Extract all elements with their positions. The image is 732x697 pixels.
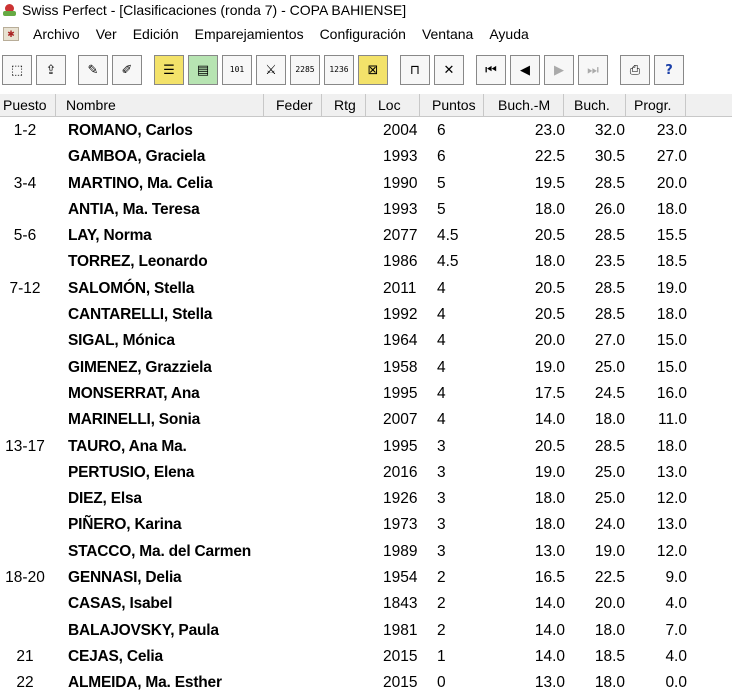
cell-buchm: 14.0 [534, 595, 565, 613]
cell-nombre: ROMANO, Carlos [68, 122, 193, 139]
cell-nombre: CASAS, Isabel [68, 595, 173, 613]
header-buch[interactable]: Buch. [564, 94, 626, 116]
cell-progr: 15.0 [656, 358, 687, 376]
cell-nombre: TORREZ, Leonardo [68, 253, 208, 271]
cell-progr: 13.0 [656, 516, 687, 534]
cell-buchm: 20.5 [534, 227, 565, 245]
table-row[interactable] [0, 485, 732, 511]
help-icon[interactable]: ? [654, 55, 684, 85]
cell-progr: 11.0 [657, 411, 687, 429]
cell-loc: 1992 [383, 306, 418, 324]
cell-puntos: 4 [437, 411, 446, 429]
cell-puesto: 13-17 [5, 437, 45, 455]
cell-puntos: 1 [437, 647, 446, 665]
cell-loc: 1958 [383, 358, 418, 376]
pen-icon[interactable]: ✎ [78, 55, 108, 85]
menu-edicion[interactable]: Edición [132, 26, 179, 42]
cell-buchm: 18.0 [534, 490, 565, 508]
cell-nombre: GENNASI, Delia [68, 569, 182, 587]
cell-buchm: 20.0 [534, 332, 565, 350]
cell-puntos: 3 [437, 437, 446, 455]
cell-nombre: DIEZ, Elsa [68, 490, 142, 508]
cell-puesto [0, 617, 50, 643]
cell-nombre: LAY, Norma [68, 227, 152, 245]
cell-progr: 20.0 [656, 174, 687, 192]
cell-loc: 2004 [383, 122, 418, 139]
cell-puesto [0, 590, 50, 616]
cell-progr: 4.0 [665, 595, 687, 613]
cell-puntos: 3 [437, 490, 446, 508]
scissors-icon[interactable]: ✕ [434, 55, 464, 85]
cell-progr: 18.0 [656, 306, 687, 324]
window-title: Swiss Perfect - [Clasificaciones (ronda 7) - COPA BAHIENSE] [22, 2, 407, 18]
table-row[interactable] [0, 301, 732, 327]
cell-loc: 2077 [383, 227, 418, 245]
cell-loc: 1964 [383, 332, 418, 350]
cell-buch: 23.5 [594, 253, 625, 271]
cell-buch: 19.0 [594, 542, 625, 560]
cell-puesto: 1-2 [13, 122, 37, 139]
cell-puesto [0, 406, 50, 432]
menu-configuracion[interactable]: Configuración [319, 26, 406, 42]
cell-puesto [0, 196, 50, 222]
cell-progr: 16.0 [656, 384, 687, 402]
cell-nombre: PERTUSIO, Elena [68, 463, 195, 481]
table-row[interactable] [0, 327, 732, 353]
cell-puntos: 4 [437, 332, 446, 350]
cell-puesto [0, 380, 50, 406]
cell-puesto: 7-12 [9, 279, 41, 297]
cell-progr: 15.5 [656, 227, 687, 245]
cell-buchm: 16.5 [534, 569, 565, 587]
cell-puesto [0, 248, 50, 274]
cell-loc: 1926 [383, 490, 418, 508]
cell-puesto [0, 459, 50, 485]
import-icon[interactable]: ⇪ [36, 55, 66, 85]
cell-buch: 32.0 [594, 122, 625, 139]
cell-buchm: 14.0 [534, 647, 565, 665]
table-row[interactable] [0, 643, 732, 669]
cell-loc: 1995 [383, 437, 418, 455]
cell-buchm: 20.5 [534, 306, 565, 324]
cell-puesto: 18-20 [5, 569, 45, 587]
cell-nombre: ALMEIDA, Ma. Esther [68, 674, 222, 692]
cell-loc: 2015 [383, 674, 418, 692]
cell-loc: 2015 [383, 647, 418, 665]
cell-puntos: 4.5 [437, 253, 459, 271]
cell-puesto [0, 354, 50, 380]
table-row[interactable] [0, 275, 732, 301]
header-progr[interactable]: Progr. [626, 94, 686, 116]
column-header [0, 94, 732, 117]
cell-nombre: CEJAS, Celia [68, 647, 163, 665]
cell-nombre: SALOMÓN, Stella [68, 279, 195, 297]
table-row[interactable] [0, 590, 732, 616]
menu-ventana[interactable]: Ventana [421, 26, 474, 42]
table-row[interactable] [0, 222, 732, 248]
cell-puntos: 3 [437, 463, 446, 481]
cell-nombre: BALAJOVSKY, Paula [68, 621, 219, 639]
cell-buchm: 20.5 [534, 437, 565, 455]
cell-puntos: 4.5 [437, 227, 459, 245]
cell-buchm: 23.0 [534, 122, 565, 139]
table-row[interactable] [0, 669, 732, 695]
table-row[interactable] [0, 406, 732, 432]
cell-buch: 28.5 [594, 174, 625, 192]
cell-buch: 30.5 [594, 148, 625, 166]
standings-table [0, 117, 732, 696]
table-row[interactable] [0, 380, 732, 406]
header-nombre[interactable]: Nombre [56, 94, 264, 116]
cell-nombre: MONSERRAT, Ana [68, 384, 200, 402]
binary-icon[interactable]: 101 [222, 55, 252, 85]
header-loc[interactable]: Loc [366, 94, 420, 116]
cell-nombre: SIGAL, Mónica [68, 332, 175, 350]
cell-buch: 22.5 [594, 569, 625, 587]
menu-ver[interactable]: Ver [95, 26, 117, 42]
cell-buch: 26.0 [594, 200, 625, 218]
cell-progr: 19.0 [656, 279, 687, 297]
cell-loc: 1973 [383, 516, 418, 534]
cell-nombre: MARINELLI, Sonia [68, 411, 200, 429]
toolbar [0, 52, 732, 88]
new-player-icon[interactable]: ⬚ [2, 55, 32, 85]
cell-buchm: 19.5 [534, 174, 565, 192]
cell-progr: 12.0 [656, 542, 687, 560]
cell-buch: 24.0 [594, 516, 625, 534]
cell-puesto [0, 538, 50, 564]
header-puntos[interactable]: Puntos [420, 94, 484, 116]
mdi-system-menu-icon[interactable]: ✱ [3, 27, 19, 41]
cell-puntos: 5 [437, 200, 446, 218]
cell-buchm: 18.0 [534, 253, 565, 271]
cell-buchm: 17.5 [534, 384, 565, 402]
title-bar [0, 0, 732, 20]
table-row[interactable] [0, 433, 732, 459]
players-pairing-icon[interactable]: ⚔ [256, 55, 286, 85]
cell-puntos: 2 [437, 595, 446, 613]
cell-puesto [0, 511, 50, 537]
notes-icon[interactable]: ☰ [154, 55, 184, 85]
cell-progr: 7.0 [665, 621, 687, 639]
cell-buch: 27.0 [594, 332, 625, 350]
first-icon[interactable]: ⏮ [476, 55, 506, 85]
cell-puesto: 3-4 [13, 174, 37, 192]
cell-loc: 1989 [383, 542, 418, 560]
table-row[interactable] [0, 117, 732, 143]
header-buchm[interactable]: Buch.-M [484, 94, 564, 116]
cell-buch: 28.5 [594, 227, 625, 245]
cell-nombre: CANTARELLI, Stella [68, 306, 213, 324]
cell-buchm: 19.0 [534, 358, 565, 376]
table-row[interactable] [0, 538, 732, 564]
cell-puesto [0, 485, 50, 511]
cell-loc: 1981 [383, 621, 418, 639]
cell-progr: 9.0 [665, 569, 687, 587]
table-row[interactable] [0, 564, 732, 590]
prev-icon[interactable]: ◀ [510, 55, 540, 85]
table-row[interactable] [0, 459, 732, 485]
number-1236-icon[interactable]: 1236 [324, 55, 354, 85]
table-row[interactable] [0, 617, 732, 643]
cell-buch: 25.0 [594, 490, 625, 508]
cell-buchm: 18.0 [534, 516, 565, 534]
menu-emparejamientos[interactable]: Emparejamientos [194, 26, 304, 42]
next-icon[interactable]: ▶ [544, 55, 574, 85]
cell-puesto: 22 [16, 674, 34, 692]
last-icon[interactable]: ⏭ [578, 55, 608, 85]
cell-buch: 18.0 [594, 621, 625, 639]
cell-buch: 28.5 [594, 437, 625, 455]
cell-buch: 18.0 [594, 411, 625, 429]
cell-puntos: 6 [437, 148, 446, 166]
number-2285-icon[interactable]: 2285 [290, 55, 320, 85]
cell-loc: 1993 [383, 200, 418, 218]
cell-progr: 18.5 [656, 253, 687, 271]
cell-puntos: 4 [437, 306, 446, 324]
app-logo-icon [2, 2, 18, 18]
cell-buch: 20.0 [594, 595, 625, 613]
cell-nombre: PIÑERO, Karina [68, 516, 182, 534]
columns-icon[interactable]: ⊓ [400, 55, 430, 85]
cell-loc: 1954 [383, 569, 418, 587]
header-rtg[interactable]: Rtg [322, 94, 366, 116]
cell-puesto [0, 301, 50, 327]
cell-loc: 1843 [383, 595, 418, 613]
cell-buch: 18.5 [594, 647, 625, 665]
cell-puntos: 2 [437, 621, 446, 639]
cell-buch: 25.0 [594, 463, 625, 481]
cell-buchm: 13.0 [534, 542, 565, 560]
cell-buchm: 18.0 [534, 200, 565, 218]
cell-puntos: 0 [437, 674, 446, 692]
cell-puntos: 2 [437, 569, 446, 587]
cell-loc: 2016 [383, 463, 418, 481]
crosstable-icon[interactable]: ⊠ [358, 55, 388, 85]
cell-progr: 4.0 [665, 647, 687, 665]
cell-loc: 1986 [383, 253, 418, 271]
cell-buchm: 22.5 [534, 148, 565, 166]
cell-buch: 25.0 [594, 358, 625, 376]
cell-buch: 28.5 [594, 279, 625, 297]
cell-progr: 27.0 [656, 148, 687, 166]
cell-puesto [0, 327, 50, 353]
menu-archivo[interactable]: Archivo [33, 26, 80, 42]
header-puesto[interactable]: Puesto [0, 94, 56, 116]
cell-puesto: 5-6 [13, 227, 37, 245]
cell-puntos: 4 [437, 384, 446, 402]
cell-nombre: STACCO, Ma. del Carmen [68, 542, 252, 560]
cell-puntos: 6 [437, 122, 446, 139]
cell-buch: 18.0 [594, 674, 625, 692]
cell-buchm: 20.5 [534, 279, 565, 297]
cell-loc: 2011 [383, 279, 417, 297]
table-row[interactable] [0, 170, 732, 196]
header-feder[interactable]: Feder [264, 94, 322, 116]
cell-puntos: 5 [437, 174, 446, 192]
table-row[interactable] [0, 196, 732, 222]
cell-progr: 18.0 [656, 200, 687, 218]
cell-buchm: 13.0 [534, 674, 565, 692]
cell-puntos: 3 [437, 516, 446, 534]
cell-buchm: 14.0 [534, 621, 565, 639]
cell-puntos: 4 [437, 358, 446, 376]
table-row[interactable] [0, 354, 732, 380]
cell-progr: 13.0 [656, 463, 687, 481]
menu-bar [0, 22, 732, 46]
table-row[interactable] [0, 248, 732, 274]
cell-loc: 1995 [383, 384, 418, 402]
cell-nombre: GAMBOA, Graciela [68, 148, 206, 166]
cell-nombre: MARTINO, Ma. Celia [68, 174, 213, 192]
cell-loc: 1993 [383, 148, 418, 166]
menu-ayuda[interactable]: Ayuda [489, 26, 529, 42]
table-row[interactable] [0, 511, 732, 537]
cell-progr: 23.0 [656, 122, 687, 139]
cell-buchm: 14.0 [534, 411, 565, 429]
cell-buchm: 19.0 [534, 463, 565, 481]
cell-progr: 0.0 [665, 674, 687, 692]
cell-nombre: ANTIA, Ma. Teresa [68, 200, 200, 218]
cell-progr: 18.0 [656, 437, 687, 455]
cell-buch: 28.5 [594, 306, 625, 324]
cell-progr: 15.0 [656, 332, 687, 350]
cell-loc: 1990 [383, 174, 418, 192]
cell-progr: 12.0 [656, 490, 687, 508]
cell-puesto [0, 143, 50, 169]
cell-puesto: 21 [16, 647, 34, 665]
cell-nombre: GIMENEZ, Grazziela [68, 358, 212, 376]
print-icon[interactable]: ⎙ [620, 55, 650, 85]
table-row[interactable] [0, 143, 732, 169]
cell-nombre: TAURO, Ana Ma. [68, 437, 187, 455]
cell-buch: 24.5 [594, 384, 625, 402]
table-icon[interactable]: ▤ [188, 55, 218, 85]
pen-delete-icon[interactable]: ✐ [112, 55, 142, 85]
cell-puntos: 3 [437, 542, 446, 560]
cell-puntos: 4 [437, 279, 446, 297]
cell-loc: 2007 [383, 411, 418, 429]
